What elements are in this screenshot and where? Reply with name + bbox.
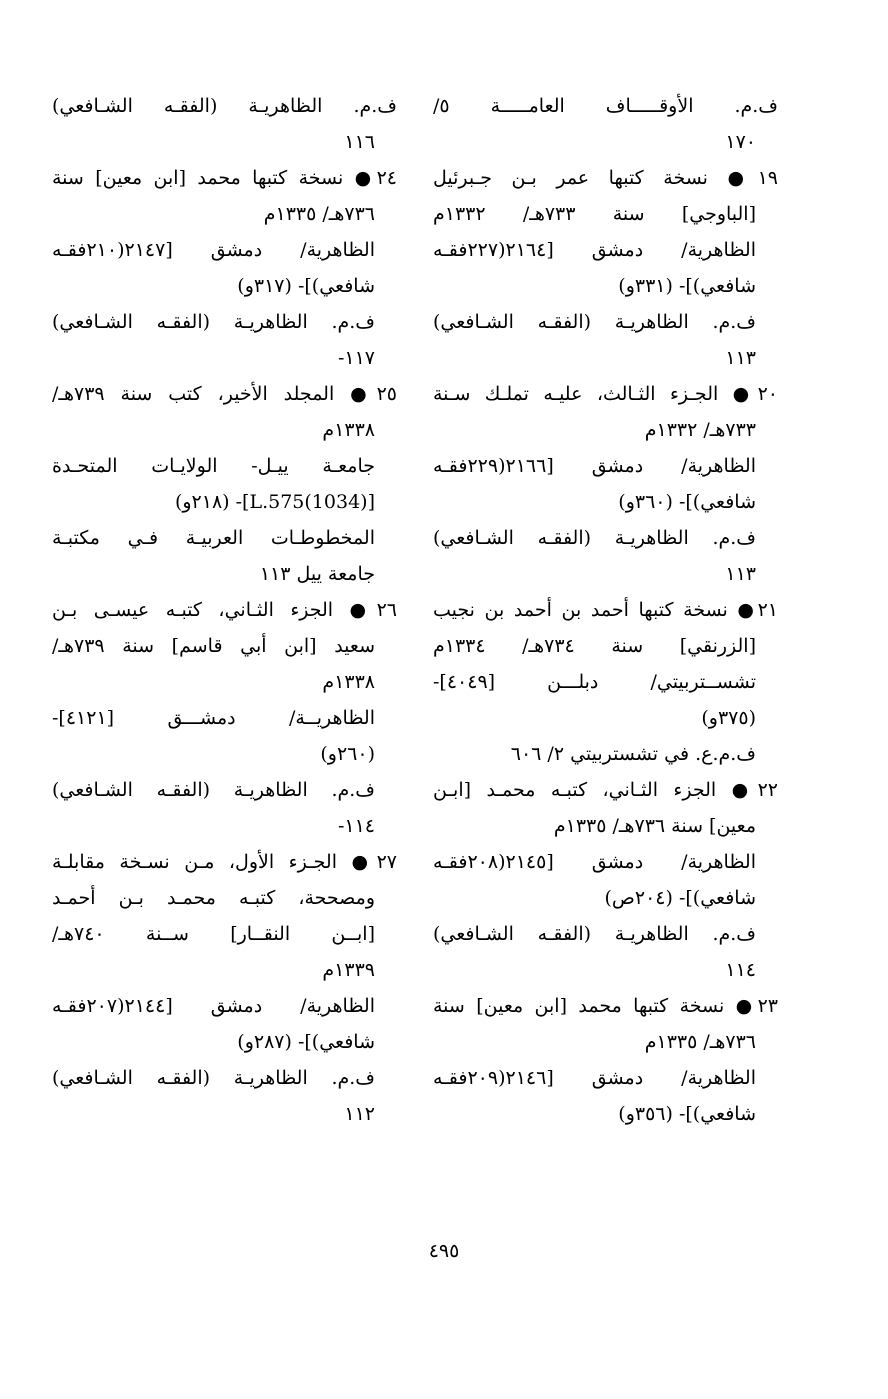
entry-line: جامعـة ييـل- الولايـات المتحـدة xyxy=(52,455,375,477)
entry-line: شافعي)]- (٢٠٤ص) xyxy=(604,887,756,909)
entry-line: الظاهرية/ دمشق [٢١٤٧(٢١٠فقـه xyxy=(52,239,375,261)
entry-line: معين] سنة ٧٣٦هـ/ ١٣٣٥م xyxy=(553,815,756,837)
entry-line: ف.م. الظاهريـة (الفقـه الشـافعي) xyxy=(433,311,756,333)
manuscript-entry xyxy=(433,592,778,772)
entry-line: [ابــن النقــار] ســنة ٧٤٠هـ/ xyxy=(52,923,375,945)
manuscript-entry xyxy=(433,772,778,988)
entry-line: شافعي)]- (٣١٧و) xyxy=(237,275,375,297)
left-column xyxy=(52,88,397,1132)
entry-line: ١١٤- xyxy=(337,815,375,837)
entry-line: ف.م. الظاهريـة (الفقـه الشـافعي) xyxy=(433,923,756,945)
entry-line: ١٩● نسخة كتبها عمر بـن جـبرئيل xyxy=(433,167,778,189)
entry-line: ف.م. الأوقـــــاف العامـــــة ٥/ xyxy=(433,95,778,117)
entry-line: ١٣٣٨م xyxy=(322,671,375,693)
entry-line: ٢٦● الجزء الثـاني، كتبـه عيسـى بـن xyxy=(52,599,397,621)
entry-line: ٧٣٦هـ/ ١٣٣٥م xyxy=(263,203,375,225)
manuscript-entry xyxy=(433,88,778,160)
entry-line: ٢٧● الجـزء الأول، مـن نسـخة مقابلـة xyxy=(52,851,397,873)
entry-line: ٢٠● الجـزء الثـالث، عليـه تملـك سـنة xyxy=(433,383,778,405)
entry-line: الظاهرية/ دمشق [٢١٦٦(٢٢٩فقـه xyxy=(433,455,756,477)
entry-line: الظاهريــة/ دمشـــق [٤١٢١]- xyxy=(52,707,375,729)
entry-line: الظاهرية/ دمشق [٢١٤٥(٢٠٨فقـه xyxy=(433,851,756,873)
entry-line: المخطوطـات العربيـة فـي مكتبـة xyxy=(52,527,375,549)
page-number: ٤٩٥ xyxy=(428,1240,460,1262)
entry-line: ف.م. الظاهريـة (الفقـه الشـافعي) xyxy=(52,779,375,801)
entry-line: ف.م. الظاهريـة (الفقـه الشـافعي) xyxy=(433,527,756,549)
entry-line: شافعي)]- (٢٨٧و) xyxy=(237,1031,375,1053)
entry-line: ١١٣ xyxy=(725,563,756,585)
entry-line: ١٧٠ xyxy=(725,131,756,153)
entry-line: ١٣٣٨م xyxy=(322,419,375,441)
entry-line: [L.575(1034)]- (٢١٨و) xyxy=(174,491,375,513)
entry-line: ٧٣٣هـ/ ١٣٣٢م xyxy=(644,419,756,441)
entry-line: شافعي)]- (٣٣١و) xyxy=(618,275,756,297)
entry-line: ٧٣٦هـ/ ١٣٣٥م xyxy=(644,1031,756,1053)
manuscript-entry xyxy=(433,376,778,592)
manuscript-entry xyxy=(52,844,397,1132)
manuscript-entry xyxy=(52,88,397,160)
entry-line: ومصححة، كتبـه محمـد بـن أحمـد xyxy=(52,887,375,909)
entry-line: شافعي)]- (٣٥٦و) xyxy=(618,1103,756,1125)
manuscript-entry xyxy=(52,592,397,844)
entry-line: تشســتربيتي/ دبلـــن [٤٠٤٩]- xyxy=(433,671,756,693)
entry-line: (٣٧٥و) xyxy=(701,707,756,729)
entry-line: سعيد [ابن أبي قاسم] سنة ٧٣٩هـ/ xyxy=(52,635,375,657)
manuscript-entry xyxy=(433,988,778,1132)
manuscript-entry xyxy=(433,160,778,376)
entry-line: [الباوجي] سنة ٧٣٣هـ/ ١٣٣٢م xyxy=(433,203,756,225)
entry-line: الظاهرية/ دمشق [٢١٤٤(٢٠٧فقـه xyxy=(52,995,375,1017)
manuscript-entry xyxy=(52,160,397,376)
entry-line: ١١٣ xyxy=(725,347,756,369)
entry-line: ٢٣● نسخة كتبها محمد [ابن معين] سنة xyxy=(433,995,778,1017)
entry-line: ١١٦ xyxy=(344,131,375,153)
entry-line: شافعي)]- (٣٦٠و) xyxy=(618,491,756,513)
entry-line: ف.م. الظاهريـة (الفقـه الشـافعي) xyxy=(52,95,397,117)
entry-line: ١١٤ xyxy=(725,959,756,981)
entry-line: ٢٤● نسخة كتبها محمد [ابن معين] سنة xyxy=(52,167,397,189)
entry-line: ١١٢ xyxy=(344,1103,375,1125)
entry-line: الظاهرية/ دمشق [٢١٦٤(٢٢٧فقـه xyxy=(433,239,756,261)
entry-line: ف.م. الظاهريـة (الفقـه الشـافعي) xyxy=(52,311,375,333)
entry-line: ف.م.ع. في تشستربيتي ٢/ ٦٠٦ xyxy=(510,743,756,765)
manuscript-entry xyxy=(52,376,397,592)
entry-line: جامعة ييل ١١٣ xyxy=(259,563,375,585)
entry-line: [الزرنقي] سنة ٧٣٤هـ/ ١٣٣٤م xyxy=(433,635,756,657)
entry-line: ٢١● نسخة كتبها أحمد بن أحمد بن نجيب xyxy=(433,599,778,621)
entry-line: (٢٦٠و) xyxy=(320,743,375,765)
entry-line: ١٣٣٩م xyxy=(322,959,375,981)
entry-line: ف.م. الظاهريـة (الفقـه الشـافعي) xyxy=(52,1067,375,1089)
entry-line: ٢٢● الجزء الثـاني، كتبـه محمـد [ابـن xyxy=(433,779,778,801)
right-column xyxy=(433,88,778,1132)
entry-line: الظاهرية/ دمشق [٢١٤٦(٢٠٩فقـه xyxy=(433,1067,756,1089)
entry-line: ٢٥● المجلد الأخير، كتب سنة ٧٣٩هـ/ xyxy=(52,383,397,405)
entry-line: ١١٧- xyxy=(337,347,375,369)
